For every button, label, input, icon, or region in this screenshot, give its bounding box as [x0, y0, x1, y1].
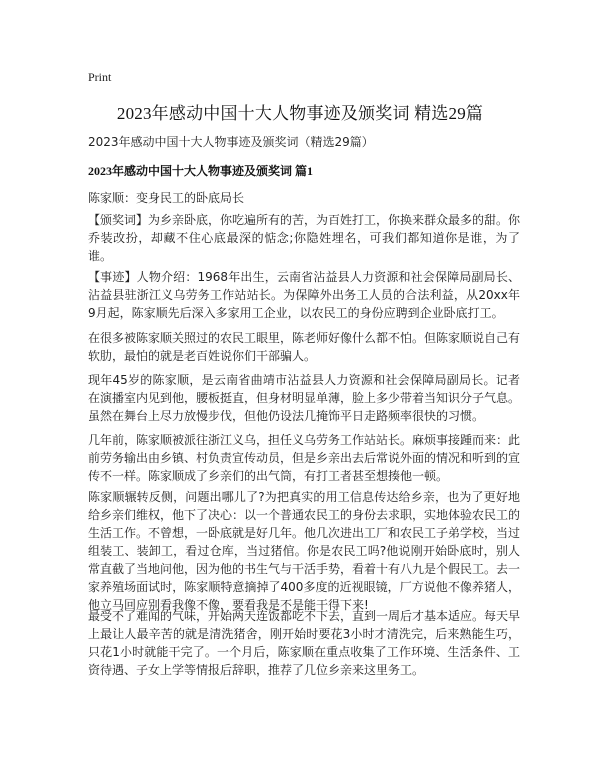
- print-link[interactable]: Print: [88, 70, 112, 84]
- document-subtitle: 2023年感动中国十大人物事迹及颁奖词（精选29篇）: [88, 135, 374, 149]
- body-paragraph: 最受不了难闻的气味，开始两天连饭都吃不下去，直到一周后才基本适应。每天早上最让人最辛苦的就是清洗猪舍，刚开始时要花3小时才清洗完，后来熟能生巧，只花1小时就能干完了。一个月后，陈家顺在重点收集了工作环境、生活条件、工资待遇、子女上学等情报后辞职，推荐了几位乡亲来这里务工。: [88, 609, 521, 677]
- deeds-paragraph: 【事迹】人物介绍：1968年出生，云南省沾益县人力资源和社会保障局副局长、沾益县驻浙江义乌劳务工作站站长。为保障外出务工人员的合法利益，从20xx年9月起，陈家顺先后深入多家用工企业，以农民工的身份应聘到企业卧底打工。: [88, 270, 520, 320]
- award-citation-paragraph: 【颁奖词】为乡亲卧底，你吃遍所有的苦，为百姓打工，你换来群众最多的甜。你乔装改扮，却藏不住心底最深的惦念;你隐姓埋名，可我们都知道你是谁，为了谁。: [88, 213, 521, 263]
- body-paragraph: 现年45岁的陈家顺，是云南省曲靖市沾益县人力资源和社会保障局副局长。记者在演播室内见到他，腰板挺直，但身材明显单薄，脸上多少带着当知识分子气息。虽然在舞台上尽力放慢步伐，但他仍设法几掩饰平日走路频率很快的习惯。: [88, 373, 521, 423]
- page-title: 2023年感动中国十大人物事迹及颁奖词 精选29篇: [116, 104, 484, 123]
- person-heading: 陈家顺：变身民工的卧底局长: [88, 191, 245, 205]
- body-paragraph: 几年前，陈家顺被派往浙江义乌，担任义乌劳务工作站站长。麻烦事接踵而来：此前劳务输出由乡镇、村负责宣传动员，但是乡亲出去后常说外面的情况和听到的宣传不一样。陈家顺成了乡亲们的出气筒，有打工者甚至想揍他一顿。: [88, 433, 521, 483]
- section-heading: 2023年感动中国十大人物事迹及颁奖词 篇1: [88, 164, 314, 178]
- body-paragraph: 在很多被陈家顺关照过的农民工眼里，陈老师好像什么都不怕。但陈家顺说自己有软肋，最怕的就是老百姓说你们干部骗人。: [88, 331, 521, 363]
- body-paragraph: 陈家顺辗转反侧，问题出哪儿了?为把真实的用工信息传达给乡亲，也为了更好地给乡亲们维权，他下了决心：以一个普通农民工的身份去求职，实地体验农民工的生活工作。不曾想，一卧底就是好几年。他几次进出工厂和农民工子弟学校，当过组装工、装卸工，看过仓库，当过猪倌。你是农民工吗?他说刚开始卧底时，别人常直截了当地问他，因为他的书生气与干活手势，看着十有八九是个假民工。去一家养殖场面试时，陈家顺特意摘掉了400多度的近视眼镜，厂方说他不像养猪人，他立马回应别看我像不像，要看我是不是能干得下来!: [88, 490, 521, 612]
